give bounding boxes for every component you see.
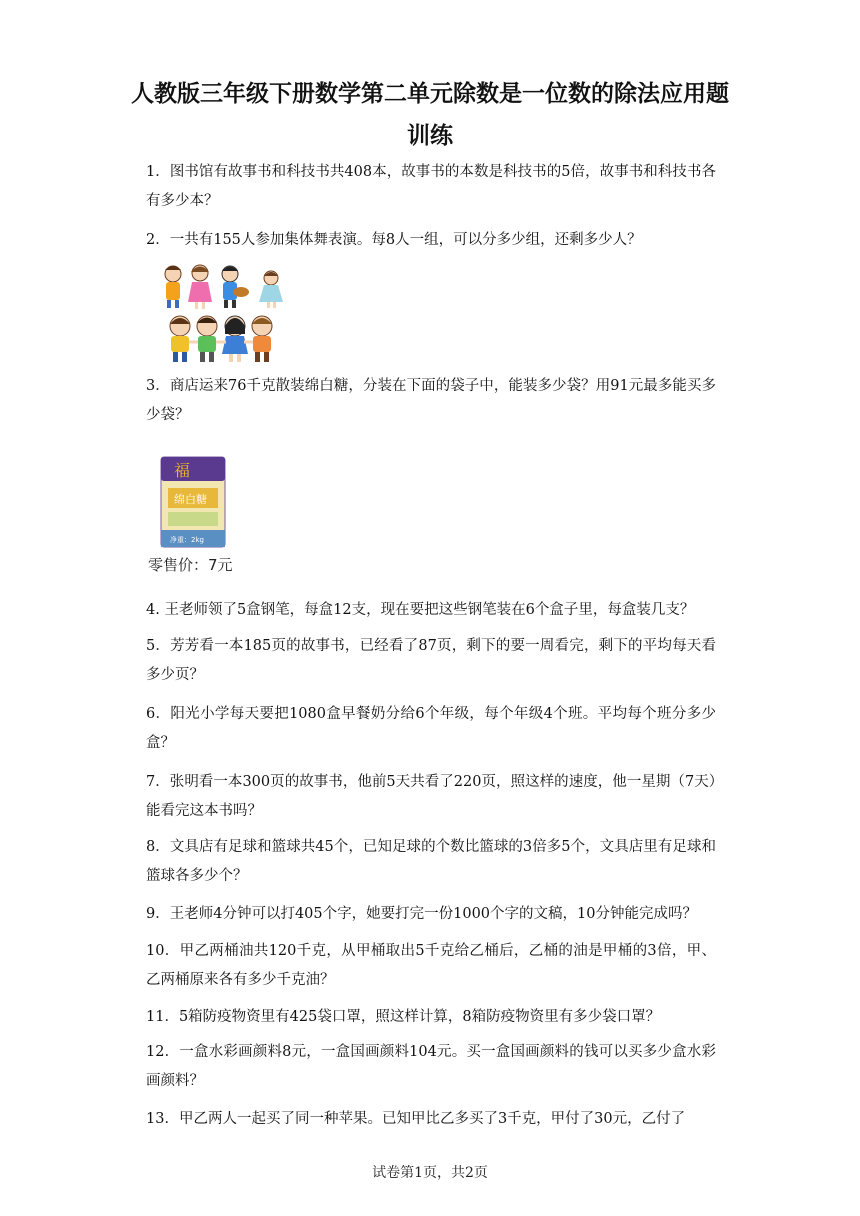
children-illustration (155, 260, 295, 365)
question-13: 13．甲乙两人一起买了同一种苹果。已知甲比乙多买了3千克，甲付了30元，乙付了 (146, 1111, 686, 1127)
price-label: 零售价：7元 (148, 556, 233, 574)
sugar-brand-text: 福 (174, 461, 191, 480)
page-footer: 试卷第1页，共2页 (372, 1165, 488, 1181)
child-figure (197, 316, 217, 362)
question-6: 6．阳光小学每天要把1080盒早餐奶分给6个年级，每个年级4个班。平均每个班分多少盒？ (146, 706, 716, 751)
child-figure (259, 271, 283, 308)
question-7: 7．张明看一本300页的故事书，他前5天共看了220页，照这样的速度，他一星期（7天）能看完这本书吗？ (146, 774, 716, 819)
question-9: 9．王老师4分钟可以打405个字，她要打完一份1000个字的文稿，10分钟能完成吗？ (146, 906, 697, 922)
question-2: 2．一共有155人参加集体舞表演。每8人一组，可以分多少组，还剩多少人？ (146, 232, 642, 248)
sugar-net-weight-text: 净重：2kg (170, 536, 204, 544)
question-11: 11．5箱防疫物资里有425袋口罩，照这样计算，8箱防疫物资里有多少袋口罩？ (146, 1009, 661, 1025)
question-5: 5．芳芳看一本185页的故事书，已经看了87页，剩下的要一周看完，剩下的平均每天看多少页？ (146, 638, 716, 683)
question-3: 3．商店运来76千克散装绵白糖，分装在下面的袋子中，能装多少袋？用91元最多能买多少袋？ (146, 378, 716, 423)
sugar-bag-image (160, 456, 226, 548)
child-figure (222, 316, 248, 362)
question-4: 4. 王老师领了5盒钢笔，每盒12支，现在要把这些钢笔装在6个盒子里，每盒装几支？ (146, 602, 695, 618)
child-figure (222, 266, 249, 308)
question-12: 12．一盒水彩画颜料8元，一盒国画颜料104元。买一盒国画颜料的钱可以买多少盒水彩画颜料？ (146, 1044, 716, 1089)
sugar-label-text: 绵白糖 (174, 493, 207, 506)
child-figure (252, 316, 272, 362)
page-title: 人教版三年级下册数学第二单元除数是一位数的除法应用题 (131, 81, 729, 107)
child-figure (165, 266, 181, 308)
question-8: 8．文具店有足球和篮球共45个，已知足球的个数比篮球的3倍多5个，文具店里有足球和篮球各多少个？ (146, 839, 716, 884)
question-1: 1．图书馆有故事书和科技书共408本，故事书的本数是科技书的5倍，故事书和科技书各有多少本？ (146, 164, 716, 209)
question-10: 10．甲乙两桶油共120千克，从甲桶取出5千克给乙桶后，乙桶的油是甲桶的3倍，甲、乙两桶原来各有多少千克油？ (146, 943, 716, 988)
child-figure (188, 265, 212, 309)
page-title-continued: 训练 (407, 123, 453, 149)
child-figure (170, 316, 190, 362)
